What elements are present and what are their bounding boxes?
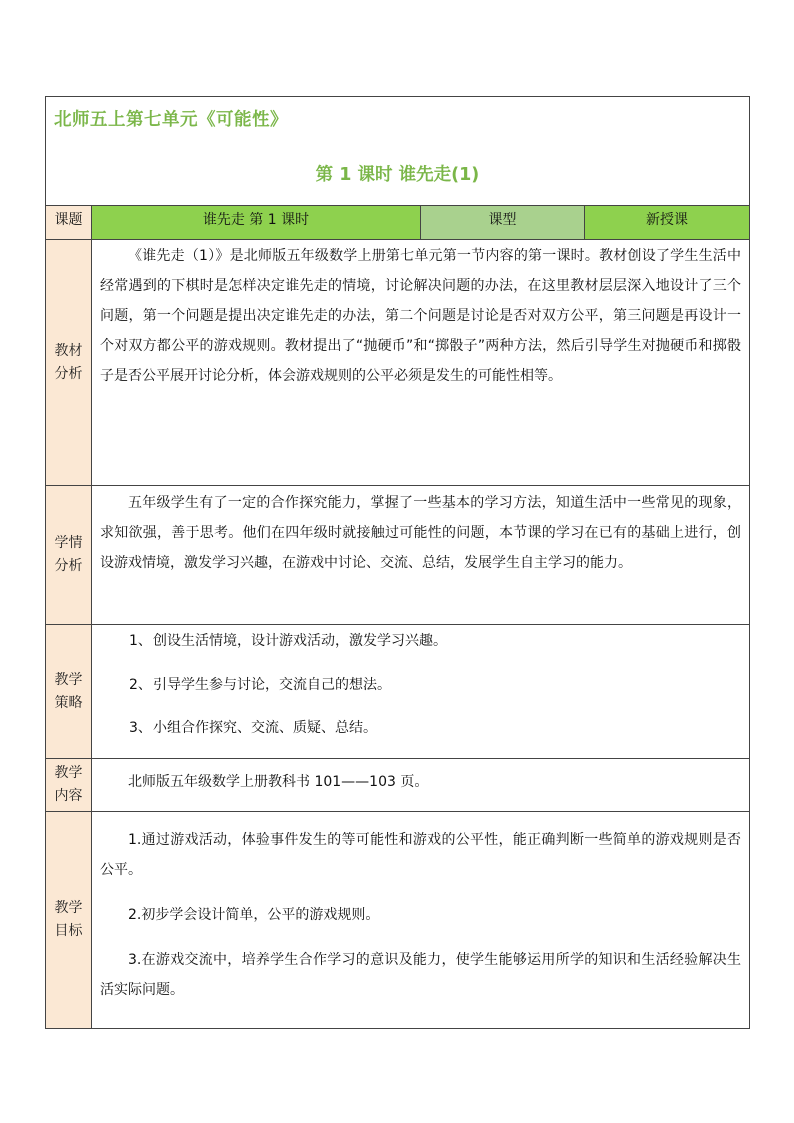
- lesson-plan-table: [45, 96, 750, 1029]
- goal-item-1: 1.通过游戏活动，体验事件发生的等可能性和游戏的公平性，能正确判断一些简单的游戏规则是否公平。: [100, 832, 741, 878]
- type-value: 新授课: [585, 206, 750, 240]
- strategy-content: [92, 625, 750, 759]
- strategy-row: [46, 625, 750, 759]
- title-cell: [46, 97, 750, 206]
- teaching-content-content: [92, 759, 750, 812]
- topic-label: 课题: [46, 206, 92, 240]
- unit-title: 北师五上第七单元《可能性》: [54, 110, 288, 130]
- textbook-analysis-label: 教材 分析: [46, 240, 92, 486]
- goal-item-3: 3.在游戏交流中，培养学生合作学习的意识及能力，使学生能够运用所学的知识和生活经验解决生活实际问题。: [100, 952, 741, 998]
- goals-label: 教学 目标: [46, 812, 92, 1029]
- teaching-content-label: 教学 内容: [46, 759, 92, 812]
- textbook-analysis-content: [92, 240, 750, 486]
- lesson-plan-sheet: [45, 96, 749, 1029]
- topic-value: 谁先走 第 1 课时: [92, 206, 421, 240]
- student-analysis-row: [46, 486, 750, 625]
- textbook-analysis-text: 《谁先走（1）》是北师版五年级数学上册第七单元第一节内容的第一课时。教材创设了学生生活中经常遇到的下棋时是怎样决定谁先走的情境，讨论解决问题的办法，在这里教材层层深入地设计了三个问题，第一个问题是提出决定谁先走的办法，第二个问题是讨论是否对双方公平，第三问题是再设计一个对双方都公平的游戏规则。教材提出了“抛硬币”和“掷骰子”两种方法，然后引导学生对抛硬币和掷骰子是否公平展开讨论分析，体会游戏规则的公平必须是发生的可能性相等。: [100, 248, 741, 384]
- goals-row: [46, 812, 750, 1029]
- goal-item-2: 2.初步学会设计简单，公平的游戏规则。: [128, 907, 380, 923]
- strategy-item-2: 2、引导学生参与讨论，交流自己的想法。: [129, 677, 391, 693]
- teaching-content-text: 北师版五年级数学上册教科书 101——103 页。: [128, 774, 429, 790]
- student-analysis-content: [92, 486, 750, 625]
- teaching-content-row: [46, 759, 750, 812]
- textbook-analysis-row: [46, 240, 750, 486]
- strategy-item-3: 3、小组合作探究、交流、质疑、总结。: [129, 720, 377, 736]
- strategy-item-1: 1、创设生活情境，设计游戏活动，激发学习兴趣。: [129, 633, 447, 649]
- student-analysis-text: 五年级学生有了一定的合作探究能力，掌握了一些基本的学习方法，知道生活中一些常见的现象，求知欲强，善于思考。他们在四年级时就接触过可能性的问题，本节课的学习在已有的基础上进行，创设游戏情境，激发学习兴趣，在游戏中讨论、交流、总结，发展学生自主学习的能力。: [100, 495, 741, 571]
- student-analysis-label: 学情 分析: [46, 486, 92, 625]
- lesson-title: 第 1 课时 谁先走(1): [315, 165, 480, 185]
- type-label: 课型: [421, 206, 585, 240]
- goals-content: [92, 812, 750, 1029]
- strategy-label: 教学 策略: [46, 625, 92, 759]
- info-row: [46, 206, 750, 240]
